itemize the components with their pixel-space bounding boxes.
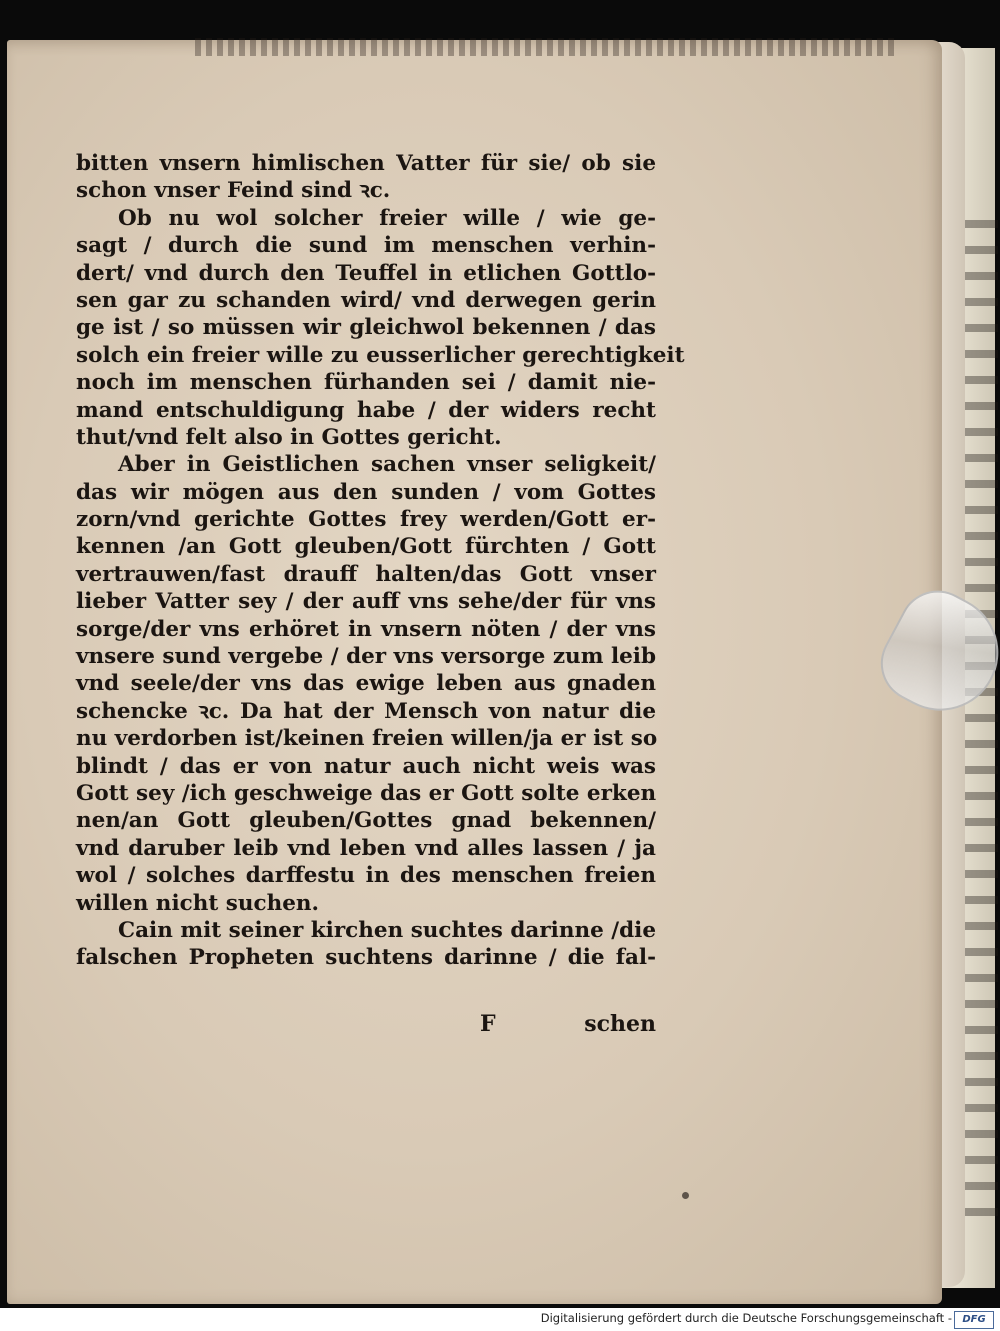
text-line: nen/an Gott gleuben/Gottes gnad bekennen/ (76, 808, 656, 834)
text-line: lieber Vatter sey / der auff vns sehe/der für vns (76, 589, 656, 615)
text-line: schon vnser Feind sind ꝛc. (76, 178, 391, 204)
bleed-through-text (195, 38, 895, 56)
text-line: vnd daruber leib vnd leben vnd alles lassen / ja (76, 835, 656, 861)
text-line: thut/vnd felt also in Gottes gericht. (76, 424, 502, 450)
text-line: mand entschuldigung habe / der widers recht (76, 397, 656, 423)
text-line: solch ein freier wille zu eusserlicher gerechtigkeit (76, 342, 685, 368)
text-line: sorge/der vns erhöret in vnsern nöten / der vns (76, 616, 656, 642)
text-line: blindt / das er von natur auch nicht weis was (76, 753, 656, 779)
dfg-logo[interactable]: DFG (954, 1311, 994, 1329)
text-line: vertrauwen/fast drauff halten/das Gott vnser (76, 561, 656, 587)
text-line: sagt / durch die sund im menschen verhin- (76, 233, 656, 259)
catchword: schen (584, 1011, 656, 1037)
text-line: sen gar zu schanden wird/ vnd derwegen gerin (76, 287, 656, 313)
text-line: wol / solches darffestu in des menschen freien (76, 863, 656, 889)
text-line: noch im menschen fürhanden sei / damit nie- (76, 370, 656, 396)
text-line: das wir mögen aus den sunden / vom Gottes (76, 479, 656, 505)
signature-mark: F (480, 1011, 496, 1037)
funding-credit: Digitalisierung gefördert durch die Deutsche Forschungsgemeinschaft - (540, 1311, 952, 1325)
text-line: willen nicht suchen. (76, 890, 319, 916)
text-line: Aber in Geistlichen sachen vnser seligkeit/ (118, 452, 656, 478)
text-line: zorn/vnd gerichte Gottes frey werden/Gott er- (76, 507, 656, 533)
ink-spot (682, 1192, 689, 1199)
text-line: Cain mit seiner kirchen suchtes darinne /die (118, 917, 656, 943)
page-text (76, 150, 685, 972)
text-line: vnsere sund vergebe / der vns versorge zum leib (76, 644, 656, 670)
footer-bar (0, 1308, 1000, 1331)
text-line: schencke ꝛc. Da hat der Mensch von natur die (76, 698, 656, 724)
text-line: falschen Propheten suchtens darinne / die fal- (76, 945, 656, 971)
text-line: bitten vnsern himlischen Vatter für sie/ ob sie (76, 151, 656, 176)
text-line: nu verdorben ist/keinen freien willen/ja er ist so (76, 726, 658, 752)
text-line: Gott sey /ich geschweige das er Gott solte erken (76, 780, 657, 806)
text-line: dert/ vnd durch den Teuffel in etlichen Gottlo- (76, 260, 656, 286)
text-line: Ob nu wol solcher freier wille / wie ge- (118, 205, 656, 231)
text-line: kennen /an Gott gleuben/Gott fürchten / Gott (76, 534, 656, 560)
text-line: ge ist / so müssen wir gleichwol bekennen / das (76, 315, 656, 341)
page-foot-row (76, 1011, 656, 1041)
text-line: vnd seele/der vns das ewige leben aus gnaden (76, 671, 656, 697)
